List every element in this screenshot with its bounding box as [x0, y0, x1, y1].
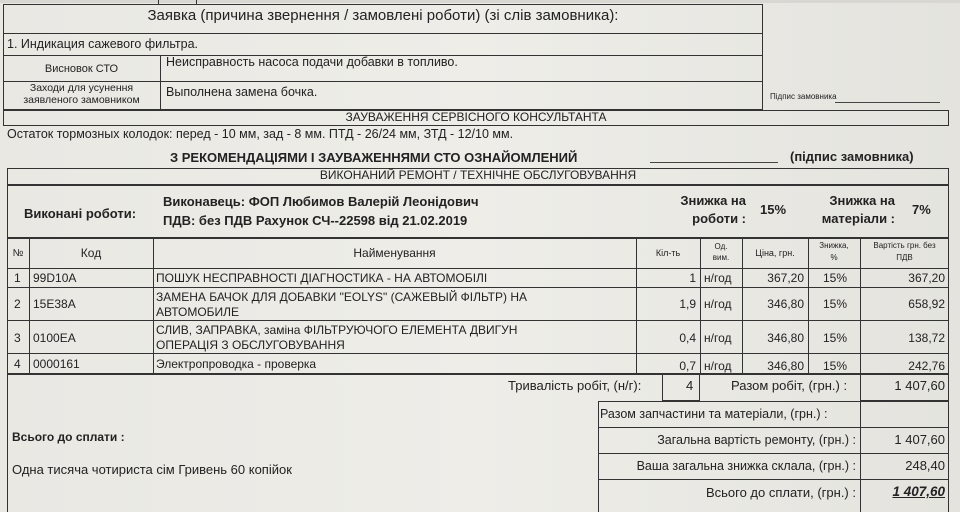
table-row-code: 99D10A [33, 271, 77, 285]
table-row-name: СЛИВ, ЗАПРАВКА, заміна ФІЛЬТРУЮЧОГО ЕЛЕМЕНТА ДВИГУН [156, 323, 518, 337]
discount-total-label: Ваша загальна знижка склала, (грн.) : [636, 459, 856, 473]
table-row-num: 1 [14, 271, 21, 285]
table-row-total: 138,72 [908, 331, 945, 345]
payable-label: Всього до сплати, (грн.) : [705, 485, 856, 500]
signature-line [835, 102, 940, 103]
discount-mat-label-1: Знижка на [829, 193, 895, 208]
col-header-num: № [12, 248, 24, 259]
table-row-price: 367,20 [767, 271, 804, 285]
col-header-name: Найменування [353, 246, 436, 260]
left-payable-label: Всього до сплати : [12, 430, 125, 444]
table-row-disc: 15% [823, 359, 848, 373]
col-header-unit-1: Од. [714, 242, 728, 251]
conclusion-value: Неисправность насоса подачи добавки в топливо. [166, 55, 458, 69]
request-item: 1. Индикация сажевого фильтра. [7, 37, 199, 51]
consultant-remarks: Остаток тормозных колодок: перед - 10 мм, зад - 8 мм. ПТД - 26/24 мм, ЗТД - 12/10 мм. [7, 127, 514, 141]
table-row-num: 4 [14, 357, 21, 371]
table-row-qty: 0,7 [679, 359, 696, 373]
repair-cost-label: Загальна вартість ремонту, (грн.) : [657, 433, 856, 447]
table-row-qty: 0,4 [679, 331, 696, 345]
table-row-name: ЗАМЕНА БАЧОК ДЛЯ ДОБАВКИ "EOLYS" (САЖЕВЫЙ ФІЛЬТР) НА [156, 290, 528, 304]
acknowledge-signature-label: (підпис замовника) [790, 149, 914, 164]
divider [598, 479, 949, 480]
col-header-total-2: ПДВ [896, 253, 913, 262]
divider [3, 33, 763, 34]
table-row-unit: н/год [704, 297, 732, 311]
works-total-label: Разом робіт, (грн.) : [731, 378, 848, 393]
table-row-name-cont: ОПЕРАЦІЯ З ОБСЛУГОВУВАННЯ [156, 338, 345, 352]
table-row-code: 0100EA [33, 331, 76, 345]
table-row-name: Электропроводка - проверка [156, 357, 317, 371]
consultant-heading: ЗАУВАЖЕННЯ СЕРВІСНОГО КОНСУЛЬТАНТА [345, 110, 607, 124]
col-header-price: Ціна, грн. [755, 248, 795, 258]
acknowledge-text: З РЕКОМЕНДАЦІЯМИ І ЗАУВАЖЕННЯМИ СТО ОЗНАЙОМЛЕНИЙ [170, 150, 578, 165]
table-row-price: 346,80 [767, 297, 804, 311]
measures-label-line2: заявленого замовником [23, 94, 140, 106]
table-row-qty: 1 [689, 271, 696, 285]
works-done-label: Виконані роботи: [24, 206, 137, 221]
divider [160, 55, 161, 110]
acknowledge-signature-line [650, 162, 778, 163]
request-heading: Заявка (причина звернення / замовлені роботи) (зі слів замовника): [147, 7, 619, 24]
table-row-disc: 15% [823, 297, 848, 311]
col-header-qty: Кіл-ть [655, 248, 681, 258]
table-row-unit: н/год [704, 331, 732, 345]
col-header-total-1: Вартість грн. без [873, 241, 936, 250]
table-row-name: ПОШУК НЕСПРАВНОСТІ ДІАГНОСТИКА - НА АВТОМОБІЛІ [156, 271, 488, 285]
duration-value: 4 [686, 378, 694, 393]
table-row-disc: 15% [823, 331, 848, 345]
table-row-price: 346,80 [767, 359, 804, 373]
measures-value: Выполнена замена бочка. [166, 85, 318, 99]
conclusion-label: Висновок СТО [44, 63, 119, 75]
discount-work-label-1: Знижка на [680, 193, 746, 208]
divider [598, 427, 949, 428]
executor: Виконавець: ФОП Любимов Валерій Леонідович [163, 194, 479, 209]
customer-signature-label: Підпис замовника [770, 92, 837, 101]
parts-total-label: Разом запчастини та матеріали, (грн.) : [600, 407, 828, 421]
table-row-num: 2 [14, 297, 21, 311]
table-row-code: 0000161 [33, 357, 80, 371]
table-row-total: 367,20 [908, 271, 945, 285]
table-row-total: 242,76 [908, 359, 945, 373]
works-total-value: 1 407,60 [894, 378, 945, 393]
table-row-num: 3 [14, 331, 21, 345]
table-row-code: 15E38A [33, 297, 76, 311]
repair-cost-value: 1 407,60 [894, 432, 945, 447]
table-row-total: 658,92 [908, 297, 945, 311]
measures-label-line1: Заходи для усунення [29, 82, 134, 94]
col-header-disc-1: Знижка, [819, 241, 849, 250]
amount-in-words: Одна тисяча чотириста сім Гривень 60 копійок [12, 462, 292, 477]
discount-work-value: 15% [760, 202, 787, 217]
table-row-disc: 15% [823, 271, 848, 285]
duration-value-box [662, 374, 700, 401]
divider [598, 453, 949, 454]
table-row-unit: н/год [704, 359, 732, 373]
table-row-unit: н/год [704, 271, 732, 285]
top-edge-strip [0, 0, 960, 3]
discount-total-value: 248,40 [905, 458, 945, 473]
invoice: ПДВ: без ПДВ Рахунок СЧ--22598 від 21.02.2019 [163, 213, 468, 228]
table-row-price: 346,80 [767, 331, 804, 345]
works-heading: ВИКОНАНИЙ РЕМОНТ / ТЕХНІЧНЕ ОБСЛУГОВУВАННЯ [319, 168, 637, 182]
divider [598, 401, 949, 402]
table-row-name-cont: АВТОМОБИЛЕ [156, 305, 240, 319]
discount-mat-label-2: матеріали : [821, 211, 895, 226]
table-row-qty: 1,9 [679, 297, 696, 311]
duration-label: Тривалість робіт, (н/г): [508, 378, 642, 393]
discount-mat-value: 7% [912, 202, 931, 217]
payable-value: 1 407,60 [892, 484, 945, 499]
col-header-code: Код [80, 246, 102, 260]
col-header-unit-2: вим. [712, 253, 730, 262]
discount-work-label-2: роботи : [692, 211, 746, 226]
col-header-disc-2: % [830, 253, 838, 262]
